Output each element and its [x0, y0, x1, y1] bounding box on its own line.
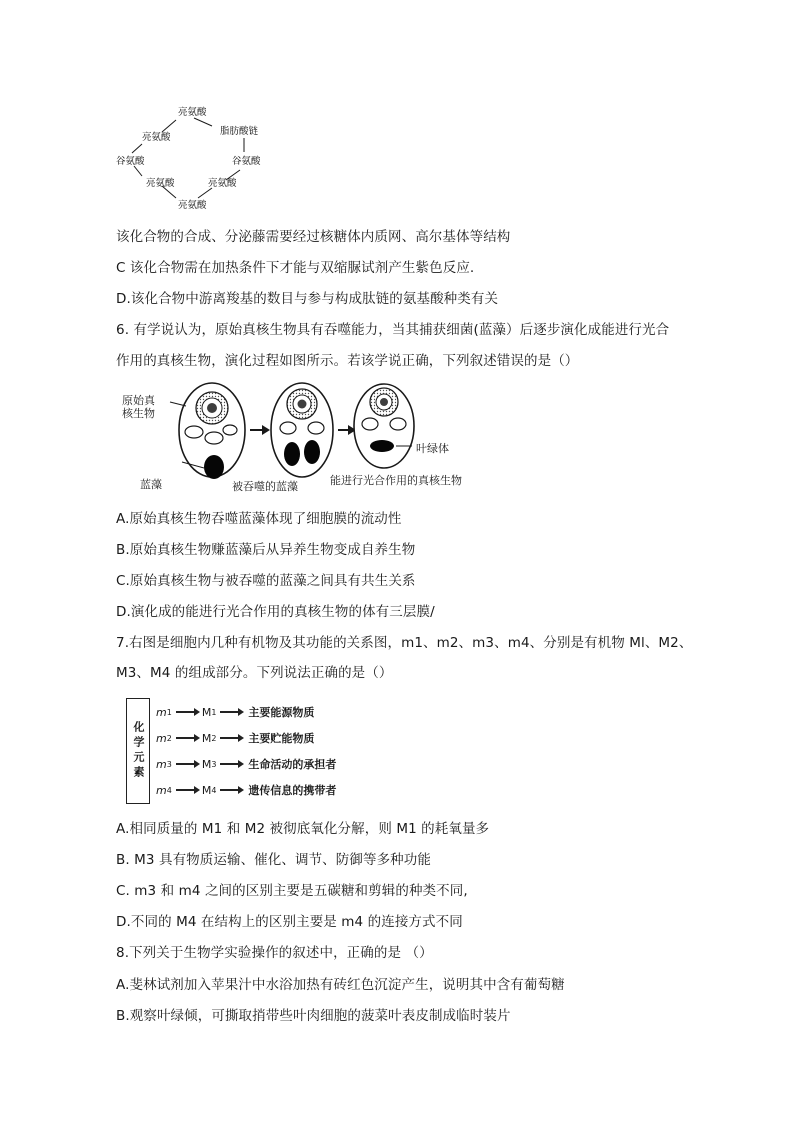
- ring-node-8: 亮氨酸: [142, 132, 171, 143]
- q8-option-b: B.观察叶绿倾，可撕取捎带些叶肉细胞的菠菜叶表皮制成临时装片: [116, 1008, 511, 1024]
- function-label: 遗传信息的携带者: [248, 784, 337, 797]
- arrow-right-icon: [220, 737, 242, 739]
- q6-stem-line-1: 6. 有学说认为，原始真核生物具有吞噬能力，当其捕获细菌(蓝藻）后逐步演化成能进行光合: [116, 322, 670, 338]
- label-cyanobacteria: 蓝藻: [140, 478, 162, 491]
- q5-option-d: D.该化合物中游离羧基的数目与参与构成肽链的氨基酸种类有关: [116, 291, 499, 307]
- q6-stem-line-2: 作用的真核生物，演化过程如图所示。若该学说正确，下列叙述错误的是（）: [116, 353, 579, 369]
- big-m-label: M: [201, 783, 212, 797]
- big-m-label: M: [201, 705, 212, 719]
- organic-row: [156, 782, 336, 798]
- q7-option-a: A.相同质量的 M1 和 M2 被彻底氧化分解，则 M1 的耗氧量多: [116, 821, 490, 837]
- q7-stem-line-1: 7.右图是细胞内几种有机物及其功能的关系图，m1、m2、m3、m4、分别是有机物 Ml、M2、: [116, 635, 693, 651]
- q5-option-b: 该化合物的合成、分泌藤需要经过核糖体内质网、高尔基体等结构: [116, 229, 511, 245]
- big-m-subscript: 1: [211, 707, 217, 717]
- small-m-subscript: 1: [166, 707, 172, 717]
- function-label: 生命活动的承担者: [248, 758, 337, 771]
- q6-option-c: C.原始真核生物与被吞噬的蓝藻之间具有共生关系: [116, 573, 416, 589]
- q7-stem-line-2: M3、M4 的组成部分。下列说法正确的是（）: [116, 665, 393, 681]
- small-m-subscript: 4: [166, 785, 172, 795]
- q5-option-c: C 该化合物需在加热条件下才能与双缩脲试剂产生紫色反应.: [116, 260, 475, 276]
- big-m-label: M: [201, 731, 212, 745]
- small-m-label: m: [156, 731, 167, 745]
- organic-row: [156, 730, 314, 746]
- arrow-right-icon: [220, 711, 242, 713]
- q6-option-a: A.原始真核生物吞噬蓝藻体现了细胞膜的流动性: [116, 511, 402, 527]
- q6-option-d: D.演化成的能进行光合作用的真核生物的体有三层膜/: [116, 604, 435, 620]
- small-m-subscript: 3: [166, 759, 172, 769]
- arrow-right-icon: [176, 737, 198, 739]
- function-label: 主要贮能物质: [248, 732, 315, 745]
- big-m-label: M: [201, 757, 212, 771]
- ring-node-1: 亮氨酸: [178, 107, 207, 118]
- q7-option-b: B. M3 具有物质运输、催化、调节、防御等多种功能: [116, 852, 431, 868]
- q8-stem: 8.下列关于生物学实验操作的叙述中，正确的是 （）: [116, 945, 433, 961]
- small-m-label: m: [156, 705, 167, 719]
- label-photosynthetic-eukaryote: 能进行光合作用的真核生物: [330, 474, 462, 487]
- ring-node-7: 谷氨酸: [116, 156, 145, 167]
- q7-option-d: D.不同的 M4 在结构上的区别主要是 m4 的连接方式不同: [116, 914, 463, 930]
- big-m-subscript: 2: [211, 733, 217, 743]
- function-label: 主要能源物质: [248, 706, 315, 719]
- big-m-subscript: 4: [211, 785, 217, 795]
- organic-row: [156, 756, 336, 772]
- chemical-elements-label: 化学元素: [132, 721, 145, 781]
- arrow-right-icon: [176, 789, 198, 791]
- organic-row: [156, 704, 314, 720]
- big-m-subscript: 3: [211, 759, 217, 769]
- chemical-elements-box: [126, 698, 150, 804]
- cyclic-peptide-figure: [112, 98, 272, 213]
- q6-option-b: B.原始真核生物赚蓝藻后从异养生物变成自养生物: [116, 542, 416, 558]
- label-primitive-eukaryote: 原始真 核生物: [122, 394, 155, 420]
- ring-node-6: 亮氨酸: [146, 178, 175, 189]
- label-chloroplast: 叶绿体: [416, 442, 449, 455]
- arrow-right-icon: [176, 711, 198, 713]
- label-engulfed-cyanobacteria: 被吞噬的蓝藻: [232, 480, 298, 493]
- ring-node-4: 亮氨酸: [208, 178, 237, 189]
- q8-option-a: A.斐林试剂加入苹果汁中水浴加热有砖红色沉淀产生，说明其中含有葡萄糖: [116, 977, 565, 993]
- arrow-right-icon: [220, 763, 242, 765]
- arrow-right-icon: [176, 763, 198, 765]
- ring-node-3: 谷氨酸: [232, 156, 261, 167]
- ring-node-5: 亮氨酸: [178, 200, 207, 211]
- ring-node-2: 脂肪酸链: [220, 126, 259, 137]
- small-m-label: m: [156, 783, 167, 797]
- small-m-subscript: 2: [166, 733, 172, 743]
- arrow-right-icon: [220, 789, 242, 791]
- q7-option-c: C. m3 和 m4 之间的区别主要是五碳糖和剪辑的种类不同,: [116, 883, 468, 899]
- small-m-label: m: [156, 757, 167, 771]
- organic-molecule-figure: [126, 698, 366, 808]
